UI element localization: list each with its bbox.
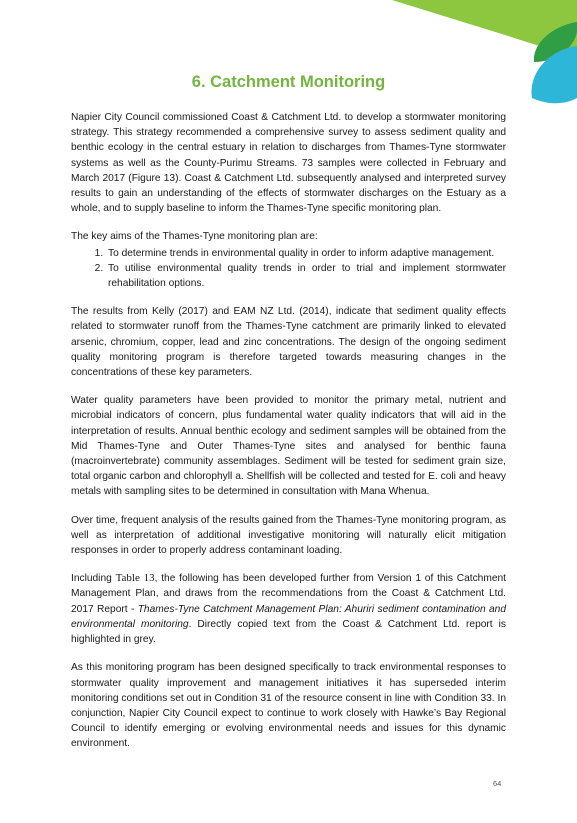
light-green-swoosh	[392, 0, 577, 58]
dark-green-leaf	[534, 22, 577, 62]
including-text-middle: , the following has been developed further from Version 1 of this Catchment Management Plan, and draws from the recommendations from the Coast & Catchment Ltd. 2017 Report -	[71, 573, 506, 615]
including-text-start: Including	[71, 573, 116, 585]
aims-list-item: 1. To determine trends in environmental quality in order to inform adaptive management.	[106, 246, 506, 261]
page-content	[71, 70, 506, 765]
including-paragraph	[71, 571, 506, 647]
program-paragraph: As this monitoring program has been designed specifically to track environmental responses to stormwater quality improvement and management initiatives it has superseded interim monitoring conditions set out in Condition 31 of the resource consent in line with Condition 33. In conjunction, Napier City Council expect to continue to work closely with Hawke’s Bay Regional Council to identify emerging or evolving environmental needs and issues for this dynamic environment.	[71, 662, 506, 750]
aims-list	[71, 246, 506, 292]
table-reference-link[interactable]: Table 13	[115, 572, 155, 585]
over-time-paragraph: Over time, frequent analysis of the results gained from the Thames-Tyne monitoring program, as well as interpretation of additional investigative monitoring will naturally elicit mitigation responses in order to properly address contaminant loading.	[71, 514, 506, 557]
aims-list-item: 2. To utilise environmental quality trends in order to trial and implement stormwater rehabilitation options.	[106, 261, 506, 291]
blue-drop	[531, 46, 577, 103]
aims-lead-paragraph: The key aims of the Thames-Tyne monitoring plan are:	[71, 231, 318, 243]
page-number: 64	[493, 779, 502, 788]
results-paragraph: The results from Kelly (2017) and EAM NZ Ltd. (2014), indicate that sediment quality effects related to stormwater runoff from the Thames-Tyne catchment are primarily linked to elevated arsenic, chromium, copper, lead and zinc concentrations. The design of the ongoing sediment quality monitoring program is therefore targeted towards measuring changes in the concentrations of these key parameters.	[71, 306, 506, 379]
intro-paragraph: Napier City Council commissioned Coast & Catchment Ltd. to develop a stormwater monitoring strategy. This strategy recommended a comprehensive survey to assess sediment quality and benthic ecology in the central estuary in relation to discharges from Thames-Tyne stormwater systems as well as the County-Purimu Streams. 73 samples were collected in February and March 2017 (Figure 13). Coast & Catchment Ltd. subsequently analysed and interpreted survey results to gain an understanding of the effects of stormwater discharges on the Estuary as a whole, and to supply baseline to inform the Thames-Tyne specific monitoring plan.	[71, 112, 506, 215]
including-text-end: . Directly copied text from the Coast & Catchment Ltd. report is highlighted in grey.	[71, 618, 506, 646]
water-quality-paragraph: Water quality parameters have been provided to monitor the primary metal, nutrient and microbial indicators of concern, plus fundamental water quality indicators that will aid in the interpretation of results. Annual benthic ecology and sediment samples will be obtained from the Mid Thames-Tyne and Outer Thames-Tyne sites and analysed for benthic fauna (macroinvertebrate) community assemblages. Sediment will be tested for sediment grain size, total organic carbon and chlorophyll a. Shellfish will be collected and tested for E. coli and heavy metals with sampling sites to be determined in consultation with Mana Whenua.	[71, 395, 506, 498]
report-title: Thames-Tyne Catchment Management Plan: Ahuriri sediment contamination and environmental monitoring	[71, 603, 506, 630]
section-heading: 6. Catchment Monitoring	[191, 73, 386, 91]
